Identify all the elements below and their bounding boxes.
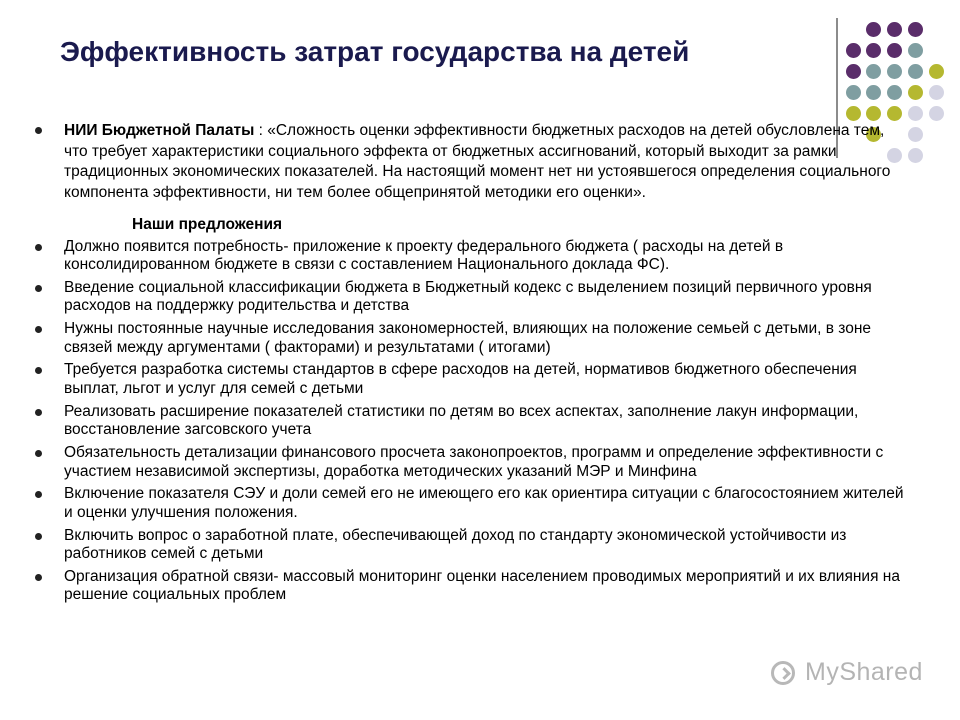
decor-dot (908, 106, 923, 121)
decor-dot (887, 64, 902, 79)
proposal-text: Нужны постоянные научные исследования закономерностей, влияющих на положение семьей с детьми, в зоне связей между аргументами ( факторами) и результатами ( итогами) (64, 320, 872, 356)
proposal-item (32, 361, 912, 398)
proposal-text: Должно появится потребность- приложение к проекту федерального бюджета ( расходы на детей в консолидированном бюджете в связи с составлением Национального доклада ФС). (64, 237, 784, 274)
proposal-item (32, 403, 912, 440)
decor-dot (846, 64, 861, 79)
proposals-heading: Наши предложения (132, 216, 283, 233)
proposal-text: Включение показателя СЭУ и доли семей его не имеющего его как ориентира ситуации с благосостоянием жителей и оценки улучшения положения. (64, 485, 904, 521)
decor-dot (866, 64, 881, 79)
decor-dot (846, 106, 861, 121)
proposal-item (32, 444, 912, 481)
decor-dot (908, 43, 923, 58)
intro-rest: : «Сложность оценки эффективности бюджетных расходов на детей обусловлена тем, что требует характеристики социального эффекта от бюджетных ассигнований, который выходит за рамки традиционных экономических показателей. На настоящий момент нет ни устоявшегося определения социального компонента эффективности, ни тем более общепринятой методики его оценки». (64, 122, 891, 201)
decor-dot (887, 85, 902, 100)
intro-text (64, 121, 912, 203)
proposal-item (32, 568, 912, 605)
proposal-item (32, 279, 912, 316)
bullet-icon (35, 244, 42, 251)
proposal-text: Введение социальной классификации бюджета в Бюджетный кодекс с выделением позиций первичного уровня расходов на поддержку родительства и детства (64, 278, 872, 315)
proposals-list (32, 238, 912, 605)
decor-dot (908, 64, 923, 79)
decor-dot (866, 22, 881, 37)
decor-dot (929, 106, 944, 121)
decor-dot (866, 85, 881, 100)
bullet-icon (35, 127, 42, 134)
proposal-text: Реализовать расширение показателей статистики по детям во всех аспектах, заполнение лакун информации, восстановление загсовского учета (64, 402, 859, 439)
proposal-item (32, 320, 912, 357)
decor-dot (846, 43, 861, 58)
proposal-item (32, 527, 912, 564)
decor-dot (866, 43, 881, 58)
myshared-logo-icon (771, 661, 795, 685)
bullet-icon (35, 574, 42, 581)
bullet-icon (35, 491, 42, 498)
proposal-text: Требуется разработка системы стандартов в сфере расходов на детей, нормативов бюджетного обеспечения выплат, льгот и услуг для семей с детьми (64, 361, 857, 398)
bullet-icon (35, 285, 42, 292)
bullet-icon (35, 533, 42, 540)
slide-body (32, 121, 912, 609)
proposal-item (32, 238, 912, 275)
decor-dot (929, 85, 944, 100)
bullet-icon (35, 450, 42, 457)
page-title: Эффективность затрат государства на детей (60, 36, 690, 67)
watermark-text: MyShared (805, 658, 923, 686)
bullet-icon (35, 367, 42, 374)
proposal-text: Включить вопрос о заработной плате, обеспечивающей доход по стандарту экономической устойчивости из работников семей с детьми (64, 526, 847, 563)
decor-dot (887, 106, 902, 121)
proposal-text: Организация обратной связи- массовый мониторинг оценки населением проводимых мероприятий и их влияния на решение социальных проблем (64, 567, 900, 604)
intro-item (32, 121, 912, 203)
decor-dot (846, 85, 861, 100)
decor-dot (887, 22, 902, 37)
proposal-item (32, 485, 912, 522)
intro-lead: НИИ Бюджетной Палаты (64, 122, 255, 139)
decor-dot (908, 85, 923, 100)
decor-dot (908, 22, 923, 37)
bullet-icon (35, 326, 42, 333)
decor-dot (866, 106, 881, 121)
decor-dot (929, 64, 944, 79)
watermark (771, 658, 931, 692)
decor-dot (887, 43, 902, 58)
bullet-icon (35, 409, 42, 416)
proposal-text: Обязательность детализации финансового просчета законопроектов, программ и определение эффективности с участием независимой экспертизы, доработка методических указаний МЭР и Минфина (64, 444, 884, 480)
